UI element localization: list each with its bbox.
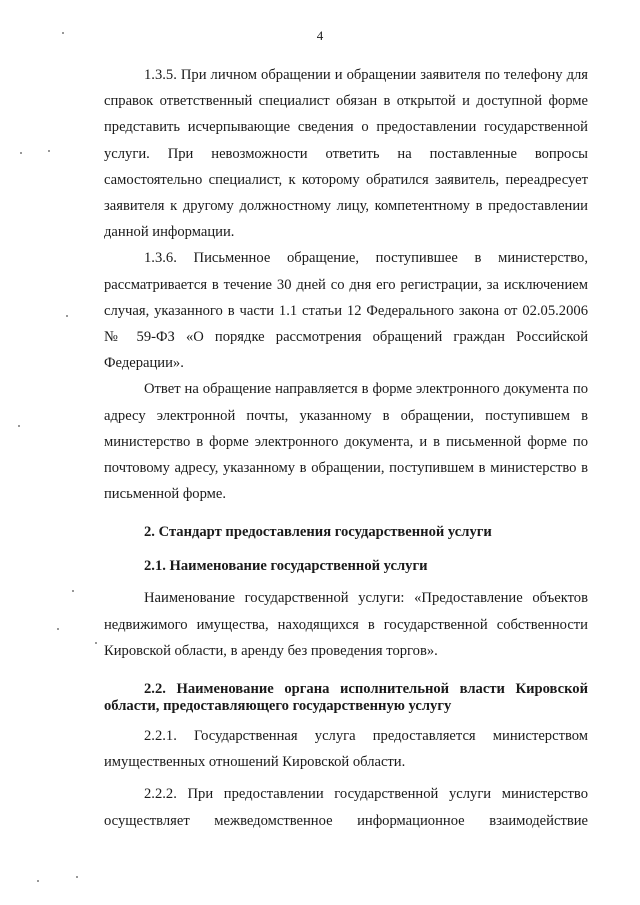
scan-speck [76, 876, 78, 878]
scan-speck [95, 642, 97, 644]
section-2-heading: 2. Стандарт предоставления государственной услуги [144, 524, 492, 541]
paragraph-2-1: Наименование государственной услуги: «Предоставление объектов недвижимого имущества, находящихся в государственной собственности Кировской области, в аренду без проведения торгов». [104, 590, 588, 659]
page-number: 4 [316, 28, 324, 43]
scan-speck [66, 315, 68, 317]
section-2-2-heading: 2.2. Наименование органа исполнительной власти Кировской области, предоставляющего государственную услугу [104, 681, 588, 715]
paragraph-1-3-6: 1.3.6. Письменное обращение, поступившее в министерство, рассматривается в течение 30 дней со дня его регистрации, за исключением случая, указанного в части 1.1 статьи 12 Федерального закона от 02.05.2006 № 59-ФЗ «О порядке рассмотрения обращений граждан Российской Федерации». [104, 250, 588, 372]
paragraph-1-3-5: 1.3.5. При личном обращении и обращении заявителя по телефону для справок ответственный специалист обязан в открытой и доступной форме представить исчерпывающие сведения о предоставлении государственной услуги. При невозможности ответить на поставленные вопросы самостоятельно специалист, к которому обратился заявитель, переадресует заявителя к другому должностному лицу, компетентному в предоставлении данной информации. [104, 67, 588, 241]
scan-speck [18, 425, 20, 427]
section-2-1-heading: 2.1. Наименование государственной услуги [144, 558, 428, 575]
paragraph-2-2-1: 2.2.1. Государственная услуга предоставляется министерством имущественных отношений Кировской области. [104, 728, 588, 771]
paragraph-2-2-2: 2.2.2. При предоставлении государственной услуги министерство осуществляет межведомственное информационное взаимодействие [104, 786, 588, 829]
paragraph-answer: Ответ на обращение направляется в форме электронного документа по адресу электронной почты, указанному в обращении, поступившем в министерство в форме электронного документа, и в письменной форме по почтовому адресу, указанному в обращении, поступившем в министерство в письменной форме. [104, 381, 588, 503]
scan-speck [37, 880, 39, 882]
scan-speck [62, 32, 64, 34]
document-body [104, 62, 588, 834]
scan-speck [57, 628, 59, 630]
scan-speck [20, 152, 22, 154]
scan-speck [72, 590, 74, 592]
scan-speck [48, 150, 50, 152]
